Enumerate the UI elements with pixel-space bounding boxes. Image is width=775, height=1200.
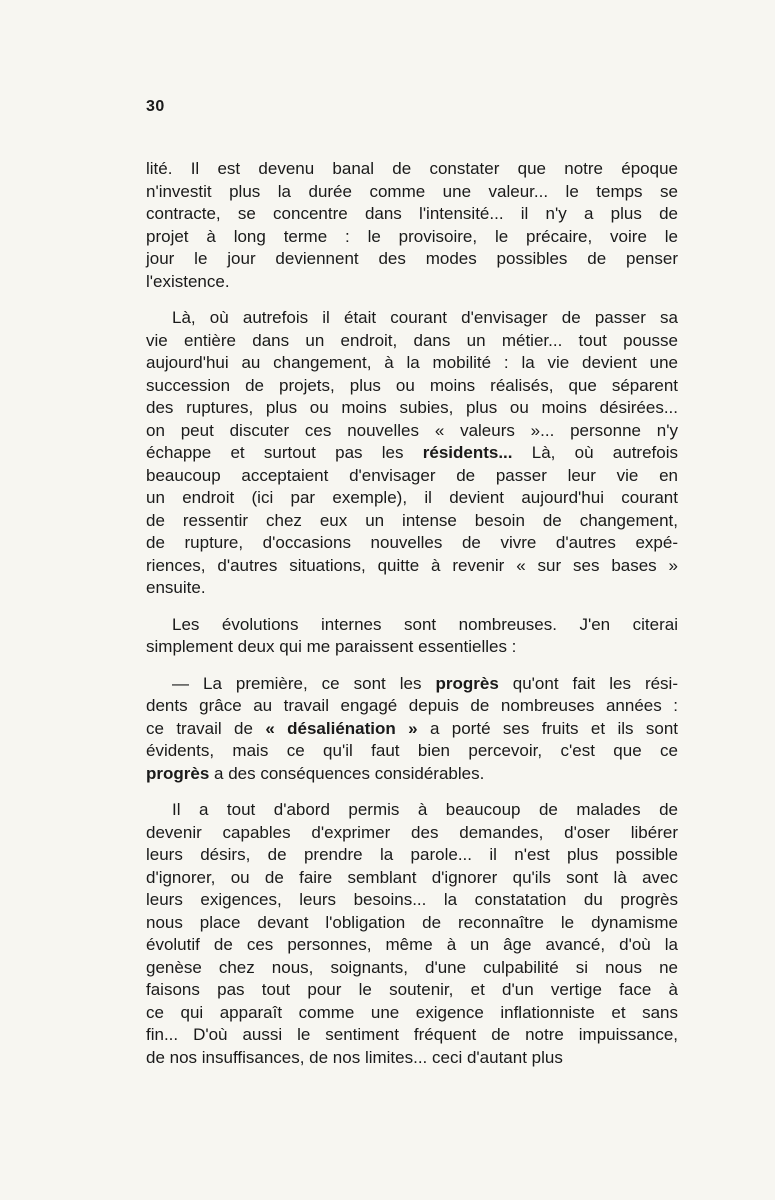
text-run: dents grâce au travail engagé depuis de nombreuses années : (146, 696, 678, 715)
text-run: échappe et surtout pas les (146, 443, 423, 462)
text-line (146, 636, 678, 659)
text-run: d'ignorer, ou de faire semblant d'ignorer qu'ils sont là avec (146, 867, 678, 887)
text-run: succession de projets, plus ou moins réalisés, que séparent (146, 375, 678, 395)
text-line (146, 158, 678, 181)
text-line (146, 442, 678, 465)
text-line (146, 673, 678, 696)
text-run: simplement deux qui me paraissent essentielles : (146, 637, 517, 656)
text-line (146, 1002, 678, 1025)
text-run: ce travail de (146, 718, 266, 738)
text-line (146, 822, 678, 845)
text-run: de ressentir chez eux un intense besoin de changement, (146, 510, 678, 530)
text-line (146, 889, 678, 912)
text-line (146, 740, 678, 763)
text-line (146, 181, 678, 204)
text-run: Il a tout d'abord permis à beaucoup de malades de (172, 800, 678, 819)
text-line (146, 248, 678, 271)
text-run: leurs exigences, leurs besoins... la constatation du progrès (146, 890, 678, 909)
text-line (146, 271, 678, 294)
text-line (146, 465, 678, 488)
text-line (146, 614, 678, 637)
text-run: évolutif de ces personnes, même à un âge avancé, d'où la (146, 935, 678, 954)
text-run: aujourd'hui au changement, à la mobilité : la vie devient une (146, 353, 678, 372)
text-run: a des conséquences considérables. (209, 763, 485, 783)
text-line (146, 352, 678, 375)
text-line (146, 695, 678, 718)
text-line (146, 957, 678, 980)
text-run: évidents, mais ce qu'il faut bien percevoir, c'est que ce (146, 741, 678, 760)
text-line (146, 555, 678, 578)
text-run: fin... D'où aussi le sentiment fréquent de notre impuissance, (146, 1025, 678, 1044)
text-run: — La première, ce sont les (172, 673, 436, 693)
text-run: Les évolutions internes sont nombreuses. J'en citerai (172, 614, 678, 634)
text-line (146, 979, 678, 1002)
text-line (146, 375, 678, 398)
emphasis-text: progrès (435, 673, 499, 693)
text-line (146, 487, 678, 510)
text-line (146, 844, 678, 867)
text-run: ce qui apparaît comme une exigence inflationniste et sans (146, 1002, 678, 1022)
text-run: un endroit (ici par exemple), il devient aujourd'hui courant (146, 488, 678, 507)
text-line (146, 532, 678, 555)
text-run: ensuite. (146, 578, 206, 597)
text-run: l'existence. (146, 271, 230, 291)
text-run: riences, d'autres situations, quitte à revenir « sur ses bases » (146, 555, 678, 575)
text-line (146, 307, 678, 330)
text-run: lité. Il est devenu banal de constater que notre époque (146, 159, 678, 178)
text-run: jour le jour deviennent des modes possibles de penser (146, 249, 678, 268)
paragraph-1 (146, 158, 678, 293)
text-line (146, 799, 678, 822)
text-run: on peut discuter ces nouvelles « valeurs »... personne n'y (146, 420, 678, 440)
text-line (146, 1024, 678, 1047)
text-run: Là, où autrefois il était courant d'envisager de passer sa (172, 308, 678, 327)
text-line (146, 1047, 678, 1070)
text-line (146, 934, 678, 957)
text-run: des ruptures, plus ou moins subies, plus ou moins désirées... (146, 398, 678, 417)
text-run: vie entière dans un endroit, dans un métier... tout pousse (146, 330, 678, 350)
text-run: nous place devant l'obligation de reconnaître le dynamisme (146, 912, 678, 932)
text-run: Là, où autrefois (512, 443, 678, 462)
text-line (146, 912, 678, 935)
paragraph-5 (146, 799, 678, 1069)
body-text (146, 158, 678, 1083)
page-number: 30 (146, 98, 165, 115)
emphasis-text: résidents... (422, 443, 513, 462)
text-run: beaucoup acceptaient d'envisager de passer leur vie en (146, 465, 678, 485)
text-run: a porté ses fruits et ils sont (417, 718, 678, 738)
text-run: de nos insuffisances, de nos limites... ceci d'autant plus (146, 1047, 563, 1067)
text-line (146, 420, 678, 443)
text-run: faisons pas tout pour le soutenir, et d'un vertige face à (146, 980, 678, 999)
text-line (146, 510, 678, 533)
emphasis-text: progrès (146, 763, 210, 783)
text-line (146, 397, 678, 420)
text-line (146, 226, 678, 249)
paragraph-3 (146, 614, 678, 659)
emphasis-text: « désaliénation » (265, 718, 418, 738)
text-run: de rupture, d'occasions nouvelles de vivre d'autres expé- (146, 533, 678, 552)
paragraph-2 (146, 307, 678, 600)
text-run: devenir capables d'exprimer des demandes, d'oser libérer (146, 822, 678, 842)
text-run: n'investit plus la durée comme une valeur... le temps se (146, 181, 678, 201)
text-line (146, 203, 678, 226)
text-line (146, 718, 678, 741)
text-line (146, 763, 678, 786)
text-run: genèse chez nous, soignants, d'une culpabilité si nous ne (146, 957, 678, 977)
text-run: qu'ont fait les rési- (498, 673, 678, 693)
text-line (146, 577, 678, 600)
text-run: leurs désirs, de prendre la parole... il n'est plus possible (146, 845, 678, 864)
text-run: contracte, se concentre dans l'intensité... il n'y a plus de (146, 204, 678, 223)
text-line (146, 330, 678, 353)
text-line (146, 867, 678, 890)
paragraph-4 (146, 673, 678, 786)
text-run: projet à long terme : le provisoire, le précaire, voire le (146, 226, 678, 246)
